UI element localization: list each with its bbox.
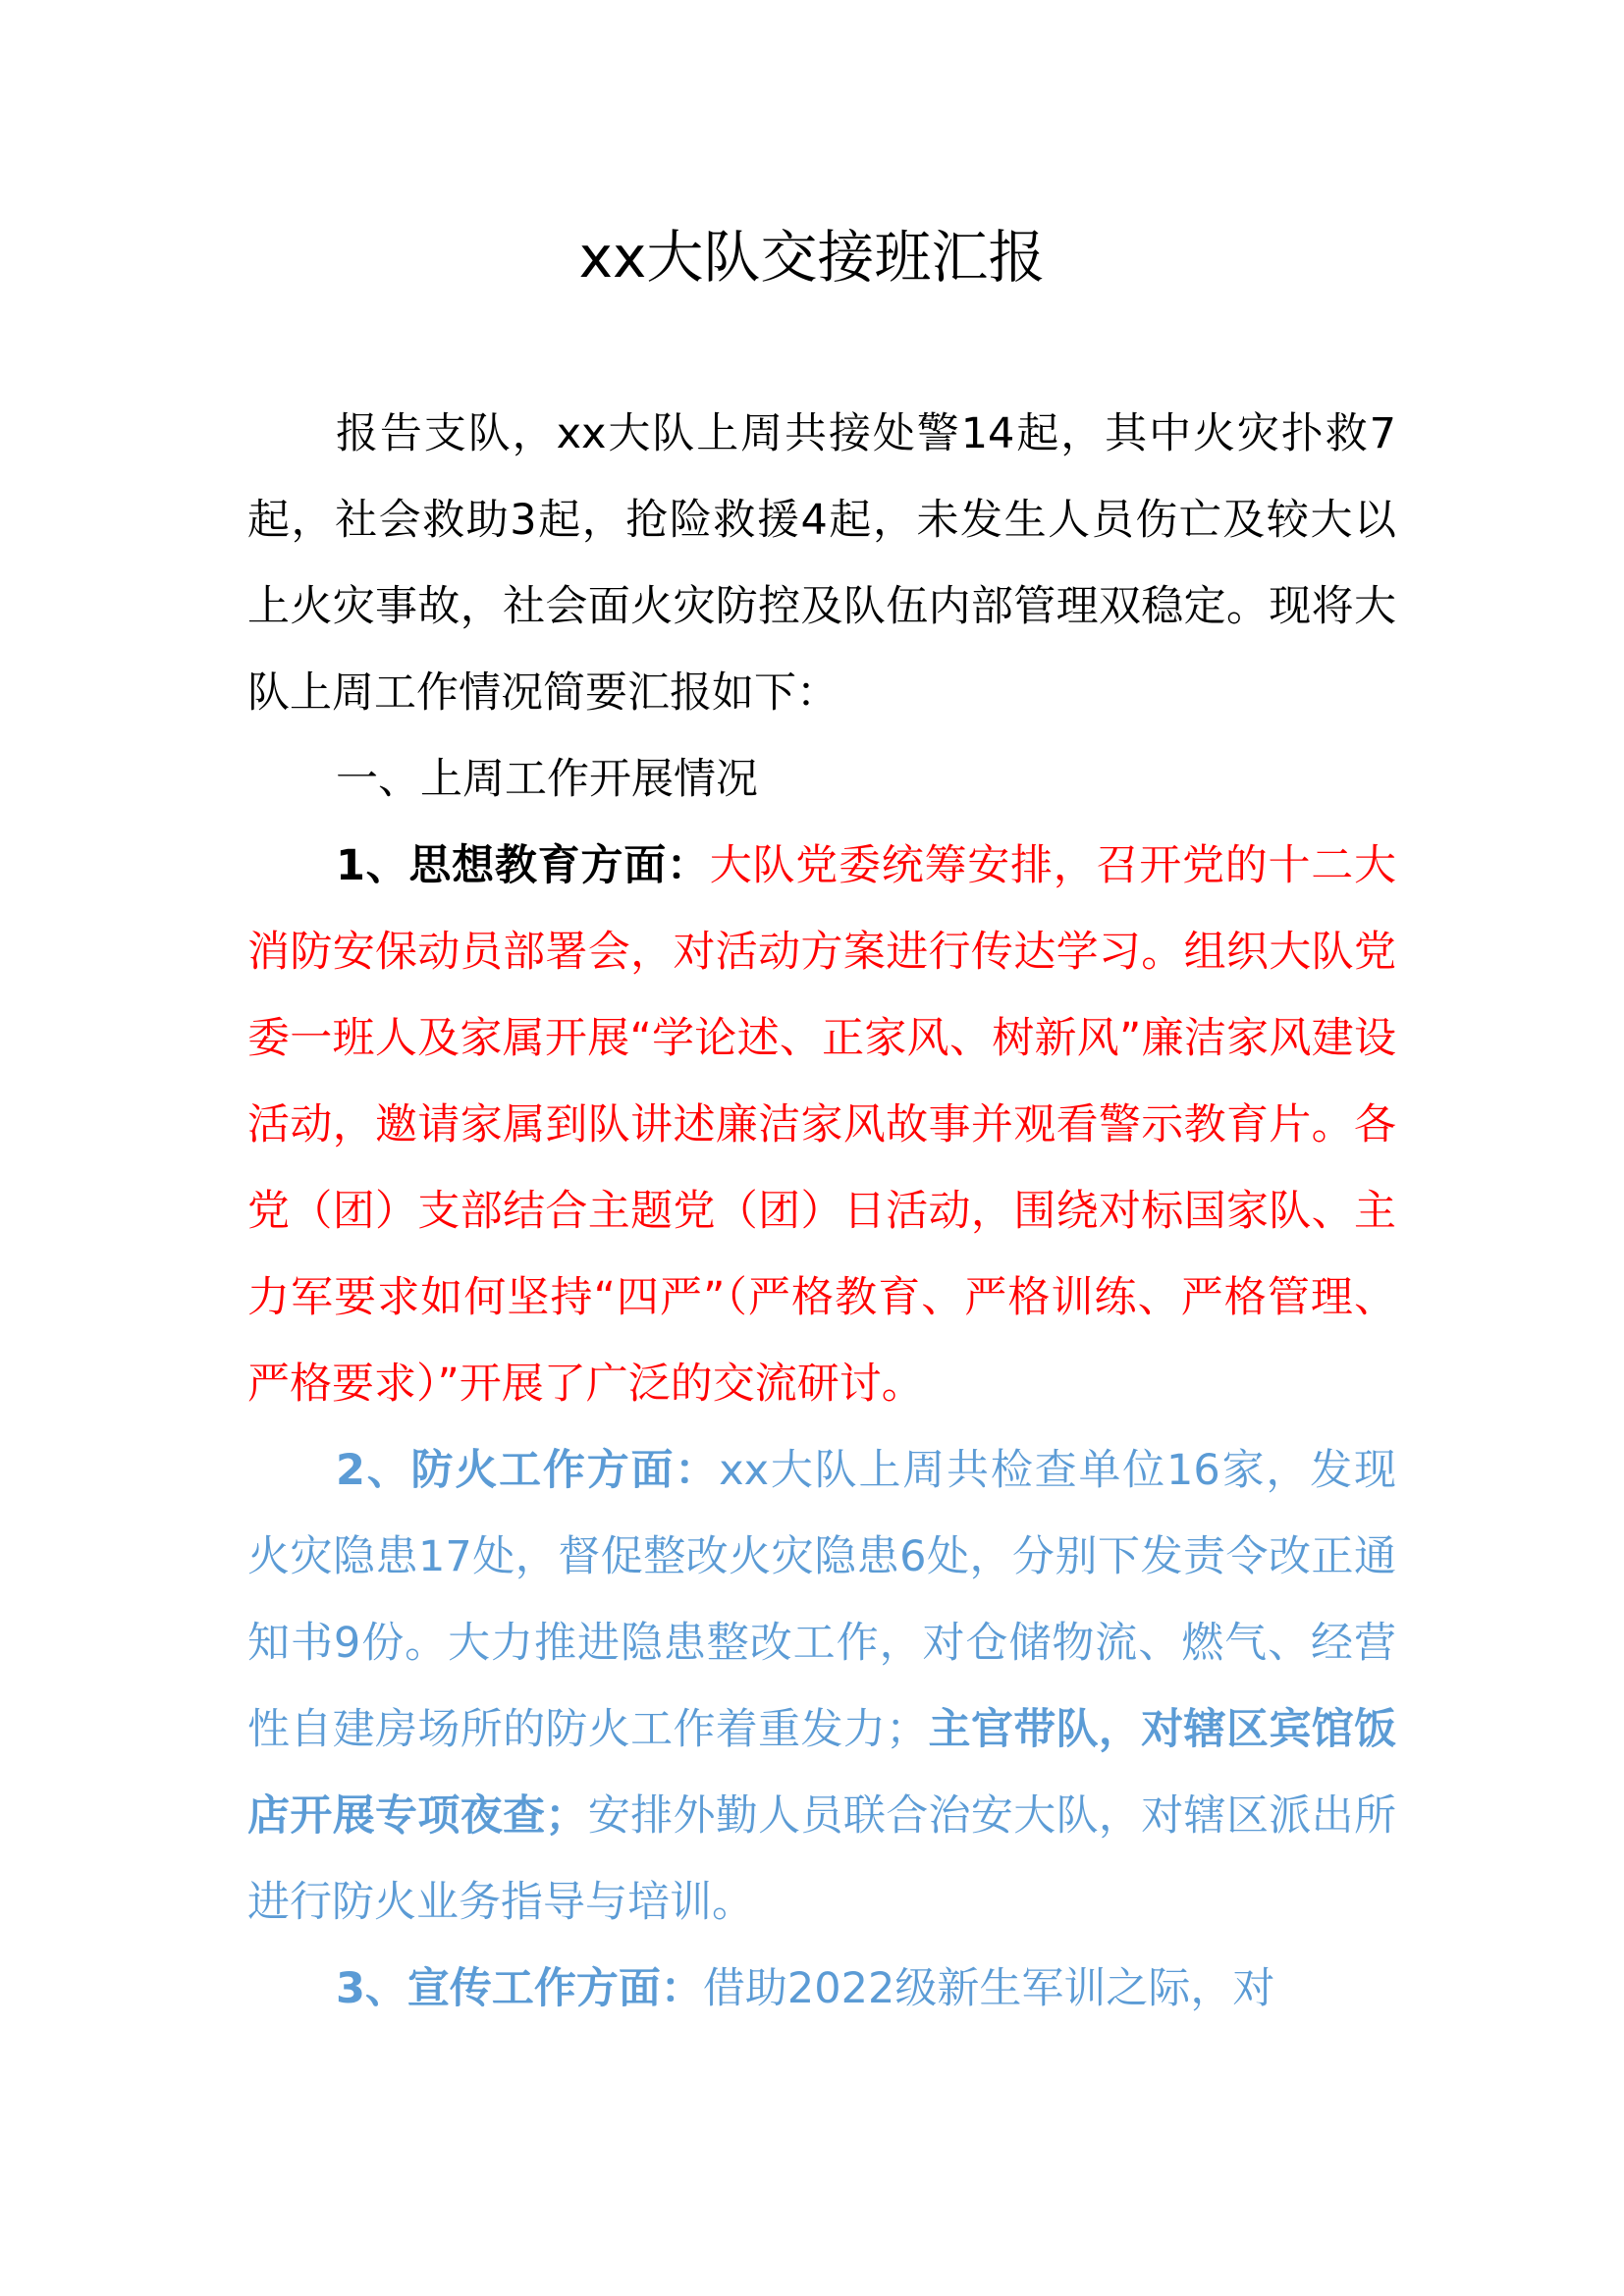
item-heading: 3、宣传工作方面： (336, 1964, 703, 2013)
item-body-emphasis: 主官带队，对辖区宾馆饭店开展专项夜查； (247, 1705, 1397, 1841)
item-fire-prevention (247, 1427, 1396, 1946)
item-publicity (247, 1946, 1396, 2032)
item-ideological-education (247, 823, 1396, 1427)
item-heading: 1、思想教育方面： (336, 841, 710, 890)
intro-paragraph: 报告支队，xx大队上周共接处警14起，其中火灾扑救7起，社会救助3起，抢险救援4起，未发生人员伤亡及较大以上火灾事故，社会面火灾防控及队伍内部管理双稳定。现将大队上周工作情况简要汇报如下： (247, 409, 1396, 718)
document-title: xx大队交接班汇报 (578, 224, 1046, 291)
item-heading: 2、防火工作方面： (336, 1446, 720, 1495)
document-body (247, 391, 1396, 2032)
item-body: 安排外勤人员联合治安大队，对辖区派出所进行防火业务指导与培训。 (247, 1791, 1397, 1927)
item-body: xx大队上周共检查单位16家，发现火灾隐患17处，督促整改火灾隐患6处，分别下发责令改正通知书9份。大力推进隐患整改工作，对仓储物流、燃气、经营性自建房场所的防火工作着重发力； (247, 1446, 1396, 1754)
section-heading: 一、上周工作开展情况 (336, 755, 758, 804)
item-body: 借助2022级新生军训之际，对 (702, 1964, 1275, 2013)
item-body: 大队党委统筹安排，召开党的十二大消防安保动员部署会，对活动方案进行传达学习。组织大队党委一班人及家属开展“学论述、正家风、树新风”廉洁家风建设活动，邀请家属到队讲述廉洁家风故事并观看警示教育片。各党（团）支部结合主题党（团）日活动，围绕对标国家队、主力军要求如何坚持“四严”（严格教育、严格训练、严格管理、严格要求）”开展了广泛的交流研讨。 (247, 841, 1397, 1409)
